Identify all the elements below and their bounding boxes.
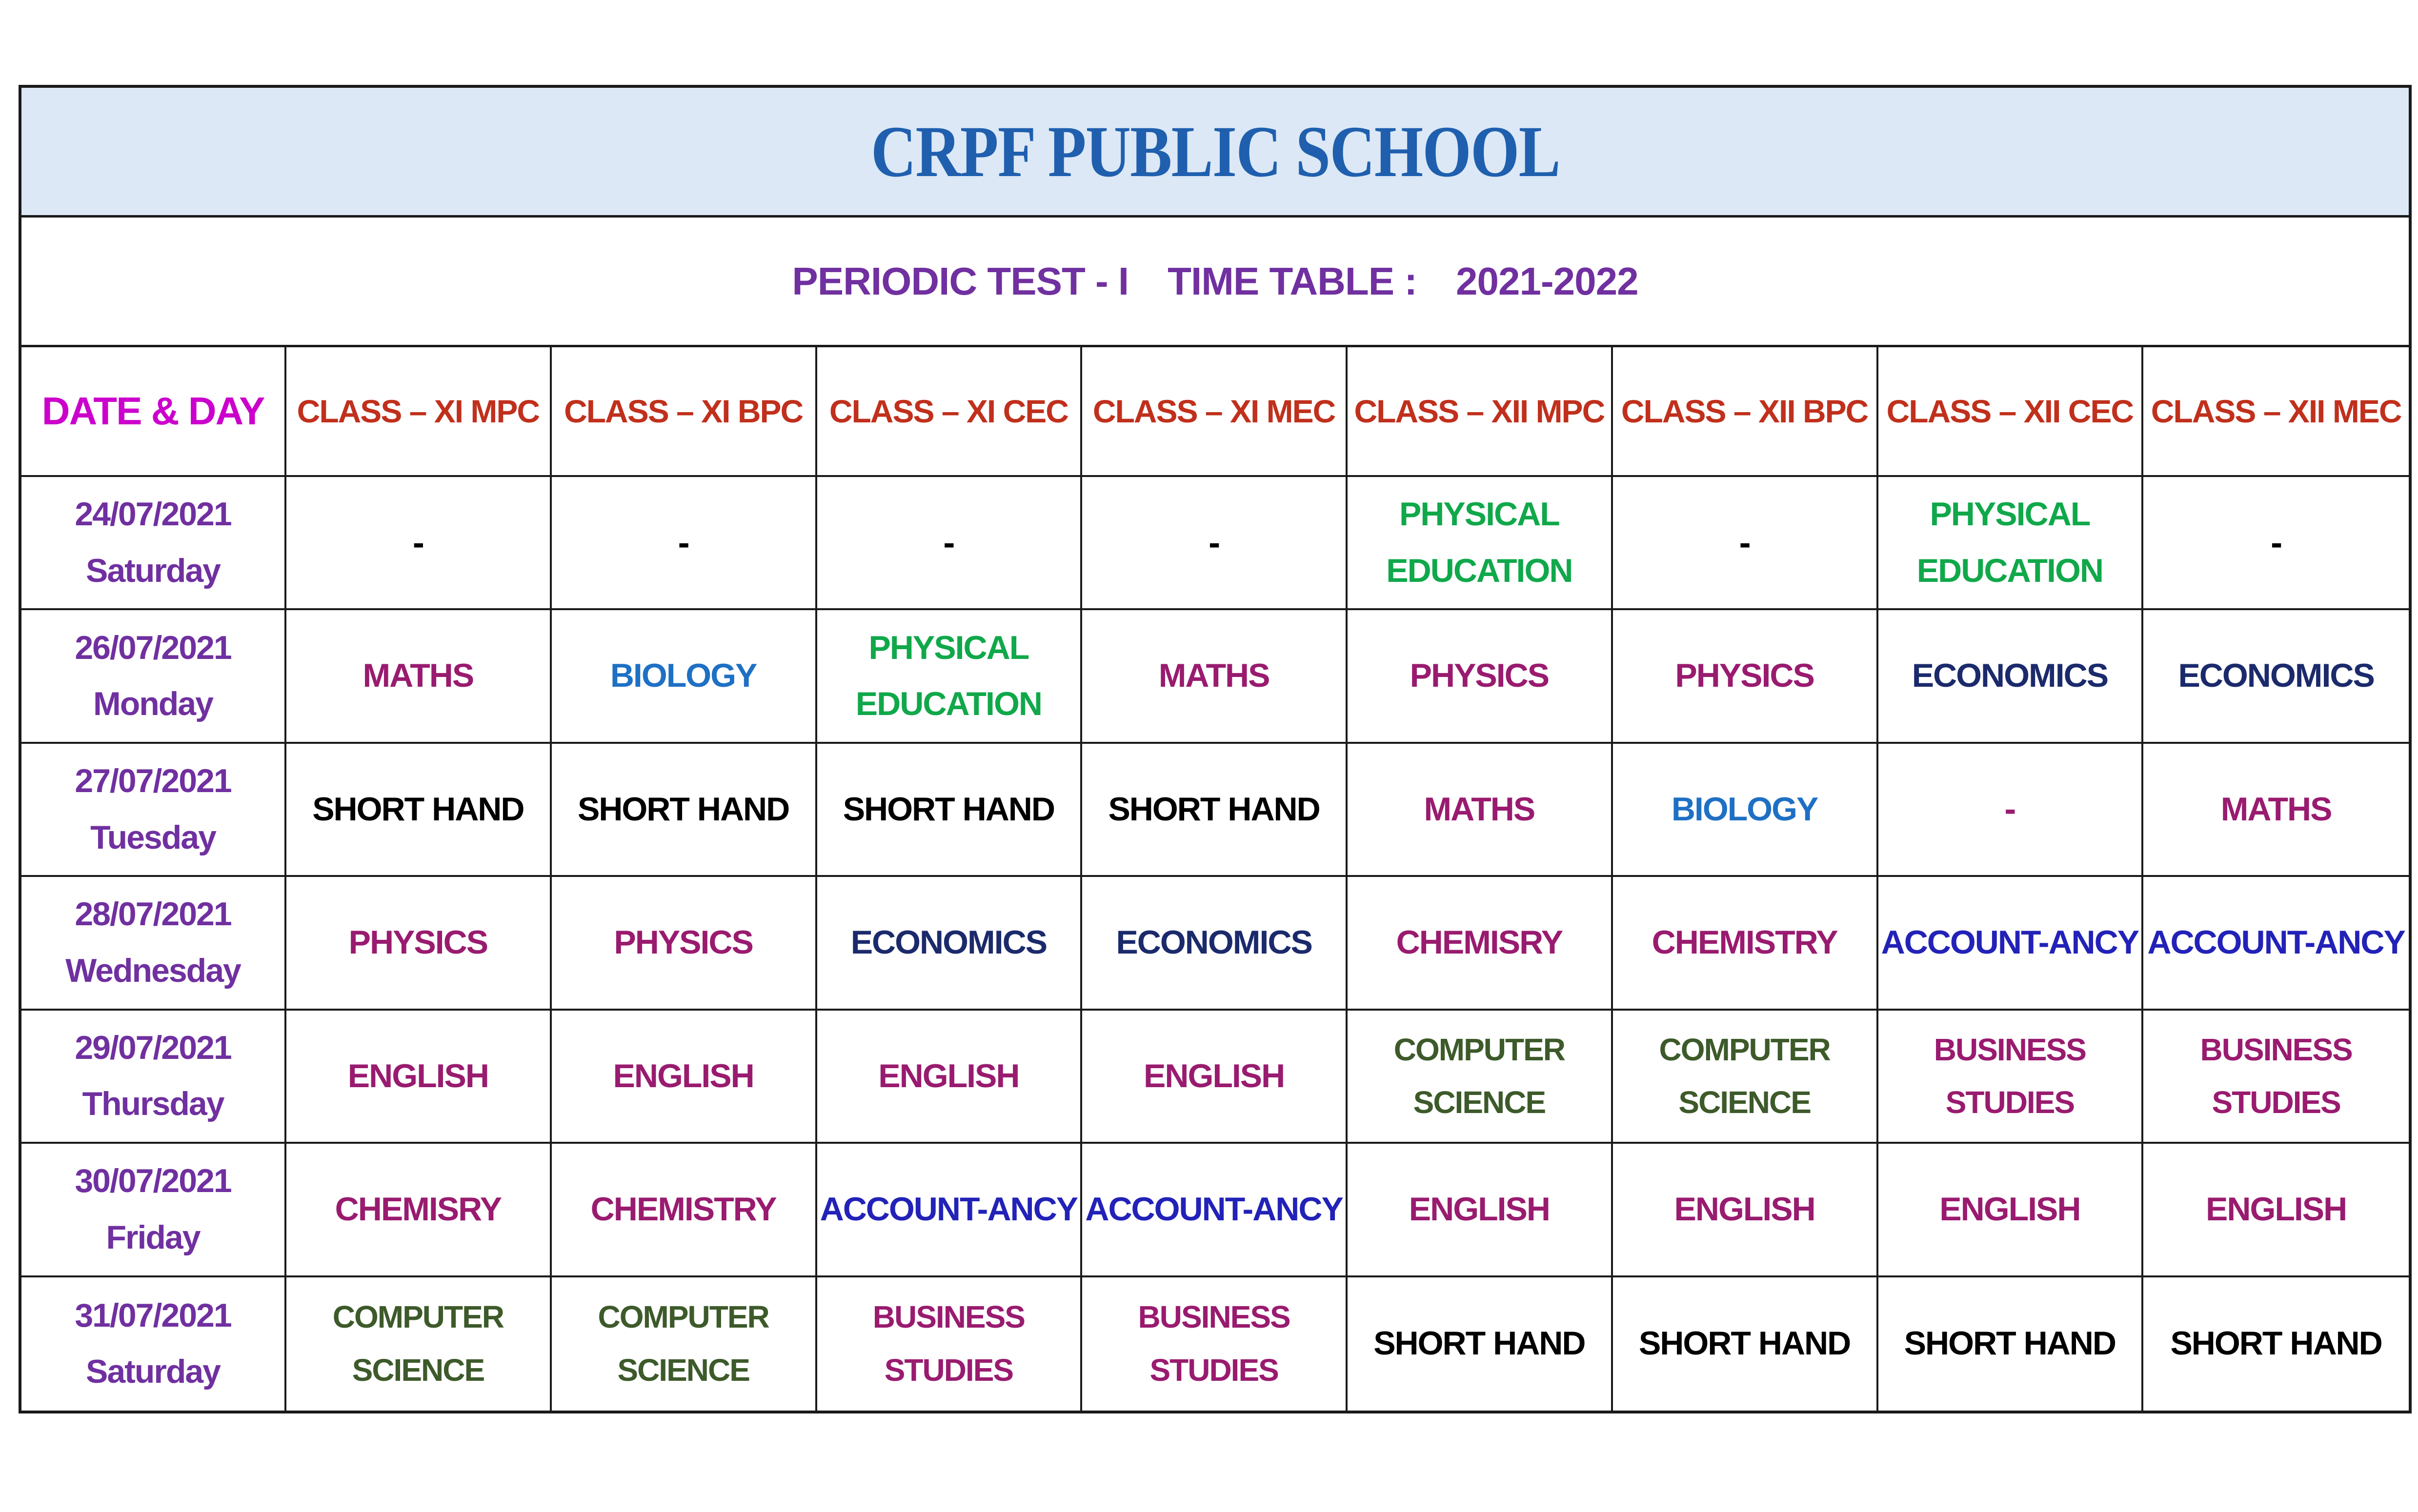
subject-cell	[2143, 610, 2409, 743]
subject-name: SHORT HAND	[843, 790, 1055, 828]
subject-name: COMPUTER SCIENCE	[1659, 1032, 1830, 1120]
subject-cell	[286, 477, 552, 610]
exam-date: 29/07/2021	[75, 1029, 231, 1066]
subject-name: ENGLISH	[878, 1057, 1019, 1094]
subject-name: SHORT HAND	[577, 790, 789, 828]
subject-name: -	[943, 523, 954, 562]
subject-name: -	[2004, 790, 2015, 829]
exam-date: 26/07/2021	[75, 629, 231, 666]
subject-name: -	[412, 523, 423, 562]
subject-cell	[1878, 1144, 2144, 1277]
subject-cell	[2143, 1277, 2409, 1411]
subject-name: SHORT HAND	[312, 790, 524, 828]
subject-name: ECONOMICS	[850, 924, 1047, 961]
subject-cell	[1613, 877, 1878, 1010]
subject-cell	[552, 877, 817, 1010]
exam-date: 24/07/2021	[75, 496, 231, 533]
subject-cell	[286, 744, 552, 877]
subject-cell	[552, 1277, 817, 1411]
subject-cell	[1878, 744, 2144, 877]
date-day-cell	[21, 744, 286, 877]
subject-name: BUSINESS STUDIES	[2200, 1032, 2352, 1120]
exam-day: Friday	[106, 1218, 200, 1256]
subject-name: SHORT HAND	[1904, 1325, 2116, 1362]
subject-name: SHORT HAND	[2170, 1325, 2382, 1362]
date-day-cell	[21, 477, 286, 610]
subject-name: BUSINESS STUDIES	[1934, 1032, 2086, 1120]
subject-name: ECONOMICS	[1116, 924, 1312, 961]
subject-name: ENGLISH	[1939, 1191, 2080, 1228]
subject-name: SHORT HAND	[1108, 790, 1320, 828]
subject-name: PHYSICS	[348, 924, 488, 961]
subject-name: PHYSICS	[1410, 657, 1549, 695]
subject-name: BUSINESS STUDIES	[872, 1299, 1025, 1388]
exam-day: Saturday	[86, 1353, 220, 1391]
subject-cell	[1348, 877, 1613, 1010]
subject-name: ECONOMICS	[2178, 657, 2374, 695]
header-class: CLASS – XII CEC	[1878, 347, 2144, 477]
subject-cell	[1082, 1011, 1348, 1144]
subject-cell	[817, 1011, 1083, 1144]
subject-cell	[286, 1011, 552, 1144]
subject-name: CHEMISRY	[1396, 924, 1563, 961]
subject-name: -	[2271, 523, 2282, 562]
subject-cell	[817, 1144, 1083, 1277]
timetable-sheet	[19, 85, 2412, 1413]
subject-cell	[1878, 877, 2144, 1010]
subject-cell	[286, 1277, 552, 1411]
exam-day: Saturday	[86, 552, 220, 589]
subject-name: CHEMISTRY	[590, 1191, 776, 1228]
timetable-label: TIME TABLE :	[1168, 259, 1417, 303]
subject-cell	[552, 610, 817, 743]
subject-cell	[2143, 744, 2409, 877]
date-day-cell	[21, 1277, 286, 1411]
subject-name: -	[1209, 523, 1220, 562]
subject-name: -	[678, 523, 689, 562]
subject-name: CHEMISTRY	[1652, 924, 1837, 961]
subject-name: MATHS	[1424, 790, 1535, 828]
exam-date: 28/07/2021	[75, 895, 231, 933]
subject-cell	[1878, 1277, 2144, 1411]
subject-name: ENGLISH	[1144, 1057, 1285, 1094]
subject-name: PHYSICS	[1675, 657, 1814, 695]
academic-year: 2021-2022	[1456, 259, 1638, 303]
subject-cell	[552, 1144, 817, 1277]
exam-date: 27/07/2021	[75, 762, 231, 799]
subject-cell	[817, 1277, 1083, 1411]
subject-name: SHORT HAND	[1638, 1325, 1851, 1362]
subject-name: EDUCATION	[1386, 552, 1572, 589]
subject-cell	[1348, 477, 1613, 610]
subject-cell	[1082, 1144, 1348, 1277]
subject-cell	[1878, 477, 2144, 610]
subject-cell	[1082, 1277, 1348, 1411]
exam-date: 31/07/2021	[75, 1296, 231, 1334]
test-name: PERIODIC TEST - I	[792, 259, 1129, 303]
subject-name: CHEMISRY	[335, 1191, 502, 1228]
subject-cell	[286, 610, 552, 743]
subject-cell	[1348, 1144, 1613, 1277]
subject-name: BIOLOGY	[610, 657, 757, 695]
subject-name: ENGLISH	[2206, 1191, 2347, 1228]
header-class: CLASS – XII MEC	[2143, 347, 2409, 477]
subject-name: ENGLISH	[1674, 1191, 1815, 1228]
subject-cell	[2143, 477, 2409, 610]
date-day-cell	[21, 1144, 286, 1277]
subject-cell	[817, 877, 1083, 1010]
subject-cell	[1613, 610, 1878, 743]
header-class: CLASS – XI CEC	[817, 347, 1083, 477]
header-class: CLASS – XI BPC	[552, 347, 817, 477]
subject-cell	[1082, 877, 1348, 1010]
subject-name: SHORT HAND	[1373, 1325, 1585, 1362]
date-day-cell	[21, 877, 286, 1010]
subject-cell	[817, 477, 1083, 610]
exam-day: Tuesday	[90, 818, 216, 856]
subject-cell	[1878, 610, 2144, 743]
subject-name: EDUCATION	[855, 685, 1042, 723]
subject-cell	[2143, 877, 2409, 1010]
subject-name: -	[1739, 523, 1750, 562]
subject-cell	[2143, 1144, 2409, 1277]
subject-name: BUSINESS STUDIES	[1138, 1299, 1290, 1388]
exam-day: Monday	[93, 685, 213, 723]
subject-name: ENGLISH	[347, 1057, 488, 1094]
subject-cell	[1613, 744, 1878, 877]
subject-name: ENGLISH	[1409, 1191, 1550, 1228]
subject-name: ACCOUNT-ANCY	[1881, 924, 2139, 961]
subject-cell	[286, 877, 552, 1010]
subject-cell	[817, 744, 1083, 877]
subject-name: ACCOUNT-ANCY	[1085, 1191, 1343, 1228]
subject-cell	[1082, 477, 1348, 610]
subject-name: ACCOUNT-ANCY	[2147, 924, 2405, 961]
subject-name: COMPUTER SCIENCE	[598, 1299, 769, 1388]
subject-cell	[1348, 1277, 1613, 1411]
subject-name: COMPUTER SCIENCE	[1393, 1032, 1565, 1120]
subject-name: PHYSICS	[614, 924, 753, 961]
subject-cell	[552, 477, 817, 610]
subject-cell	[1082, 610, 1348, 743]
subject-cell	[1613, 1144, 1878, 1277]
subject-name: PHYSICAL	[868, 629, 1029, 666]
subject-name: BIOLOGY	[1671, 790, 1818, 828]
header-class: CLASS – XI MPC	[286, 347, 552, 477]
header-class: CLASS – XII BPC	[1613, 347, 1878, 477]
subject-name: MATHS	[1158, 657, 1269, 695]
subject-cell	[2143, 1011, 2409, 1144]
subject-cell	[552, 1011, 817, 1144]
school-title: CRPF PUBLIC SCHOOL	[870, 111, 1560, 192]
subject-name: MATHS	[2220, 790, 2332, 828]
exam-day: Thursday	[82, 1085, 224, 1123]
subject-cell	[552, 744, 817, 877]
exam-day: Wednesday	[65, 952, 241, 989]
subject-name: ENGLISH	[613, 1057, 754, 1094]
date-day-cell	[21, 610, 286, 743]
header-class: CLASS – XII MPC	[1348, 347, 1613, 477]
subject-cell	[1613, 1011, 1878, 1144]
subject-name: PHYSICAL	[1930, 496, 2090, 533]
subject-cell	[1878, 1011, 2144, 1144]
subject-cell	[1348, 744, 1613, 877]
subject-cell	[1348, 610, 1613, 743]
subject-name: PHYSICAL	[1399, 496, 1559, 533]
subject-name: EDUCATION	[1916, 552, 2103, 589]
header-date-day: DATE & DAY	[21, 347, 286, 477]
subject-name: MATHS	[363, 657, 474, 695]
subject-cell	[1613, 477, 1878, 610]
timetable-subtitle	[21, 218, 2409, 347]
subject-cell	[817, 610, 1083, 743]
subject-name: ECONOMICS	[1912, 657, 2108, 695]
header-class: CLASS – XI MEC	[1082, 347, 1348, 477]
date-day-cell	[21, 1011, 286, 1144]
subject-cell	[286, 1144, 552, 1277]
subject-cell	[1348, 1011, 1613, 1144]
subject-cell	[1613, 1277, 1878, 1411]
exam-date: 30/07/2021	[75, 1162, 231, 1200]
subject-name: ACCOUNT-ANCY	[820, 1191, 1078, 1228]
subject-name: COMPUTER SCIENCE	[332, 1299, 504, 1388]
school-title-band	[21, 88, 2409, 218]
subject-cell	[1082, 744, 1348, 877]
